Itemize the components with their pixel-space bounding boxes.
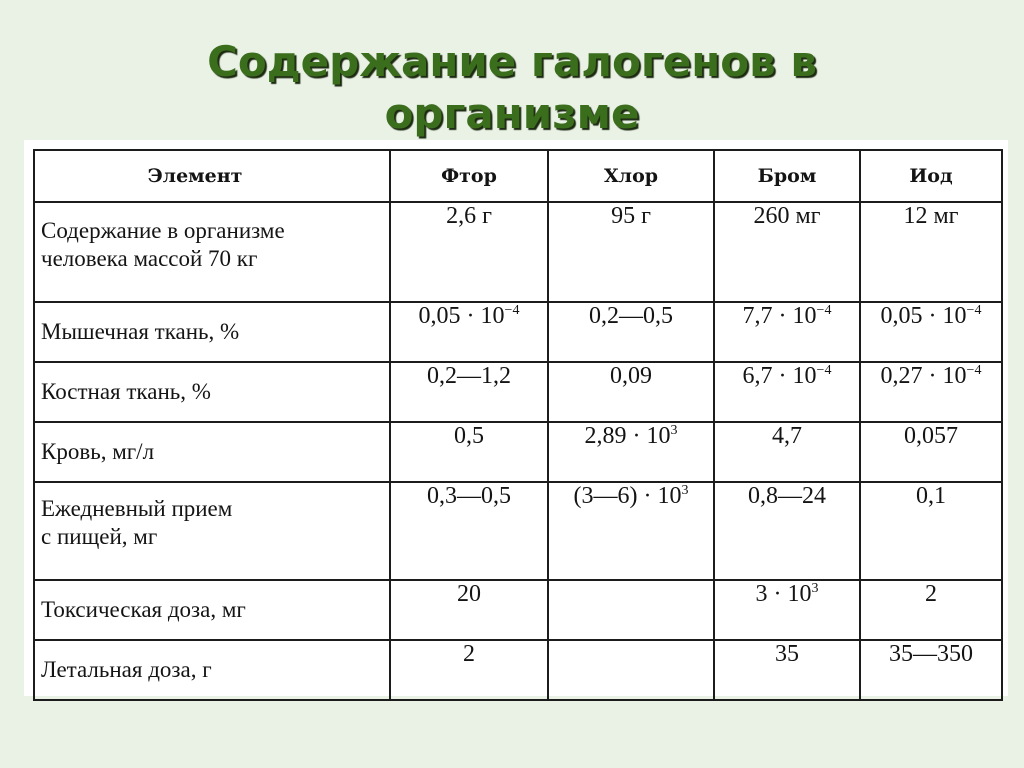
cell-iodine: 35—350 bbox=[860, 640, 1002, 700]
table-row bbox=[34, 580, 1002, 640]
row-label: Летальная доза, г bbox=[34, 640, 390, 700]
cell-bromine: 4,7 bbox=[714, 422, 860, 482]
cell-base: 7,7 · 10 bbox=[742, 303, 817, 329]
cell-fluorine: 2 bbox=[390, 640, 548, 700]
cell-bromine bbox=[714, 362, 860, 422]
cell-fluorine: 2,6 г bbox=[390, 202, 548, 302]
cell-iodine: 2 bbox=[860, 580, 1002, 640]
header-element: Элемент bbox=[34, 150, 390, 202]
table-row bbox=[34, 202, 1002, 302]
row-label-line: с пищей, мг bbox=[41, 524, 158, 549]
cell-fluorine: 0,3—0,5 bbox=[390, 482, 548, 580]
cell-fluorine: 20 bbox=[390, 580, 548, 640]
row-label bbox=[34, 482, 390, 580]
table-row bbox=[34, 640, 1002, 700]
cell-bromine: 260 мг bbox=[714, 202, 860, 302]
cell-base: 0,27 · 10 bbox=[880, 363, 967, 389]
row-label-line: Содержание в организме bbox=[41, 218, 285, 243]
header-chlorine: Хлор bbox=[548, 150, 714, 202]
title-line-2: организме bbox=[384, 89, 640, 138]
page-title bbox=[0, 36, 1024, 140]
title-line-1: Содержание галогенов в bbox=[207, 37, 817, 86]
row-label-line: Ежедневный прием bbox=[41, 496, 233, 521]
cell-base: (3—6) · 10 bbox=[573, 483, 682, 509]
cell-exponent: −4 bbox=[504, 303, 520, 318]
table-row bbox=[34, 422, 1002, 482]
cell-bromine bbox=[714, 580, 860, 640]
cell-base: 2,89 · 10 bbox=[584, 423, 671, 449]
row-label bbox=[34, 202, 390, 302]
cell-chlorine: 0,09 bbox=[548, 362, 714, 422]
cell-chlorine bbox=[548, 482, 714, 580]
halogens-table bbox=[33, 149, 1003, 701]
cell-exponent: −4 bbox=[966, 303, 982, 318]
cell-base: 0,05 · 10 bbox=[880, 303, 967, 329]
row-label: Костная ткань, % bbox=[34, 362, 390, 422]
cell-base: 0,05 · 10 bbox=[418, 303, 505, 329]
cell-iodine bbox=[860, 362, 1002, 422]
cell-iodine: 0,1 bbox=[860, 482, 1002, 580]
header-bromine: Бром bbox=[714, 150, 860, 202]
table-container bbox=[24, 140, 1008, 696]
cell-exponent: −4 bbox=[816, 303, 832, 318]
cell-base: 6,7 · 10 bbox=[742, 363, 817, 389]
cell-bromine: 35 bbox=[714, 640, 860, 700]
row-label: Мышечная ткань, % bbox=[34, 302, 390, 362]
cell-bromine bbox=[714, 302, 860, 362]
cell-fluorine bbox=[390, 302, 548, 362]
table-header-row bbox=[34, 150, 1002, 202]
cell-exponent: 3 bbox=[811, 581, 819, 596]
cell-chlorine bbox=[548, 640, 714, 700]
header-iodine: Иод bbox=[860, 150, 1002, 202]
cell-fluorine: 0,5 bbox=[390, 422, 548, 482]
cell-iodine: 12 мг bbox=[860, 202, 1002, 302]
table-row bbox=[34, 302, 1002, 362]
cell-exponent: −4 bbox=[816, 363, 832, 378]
cell-base: 3 · 10 bbox=[755, 581, 812, 607]
cell-bromine: 0,8—24 bbox=[714, 482, 860, 580]
row-label: Токсическая доза, мг bbox=[34, 580, 390, 640]
cell-exponent: −4 bbox=[966, 363, 982, 378]
cell-chlorine bbox=[548, 580, 714, 640]
cell-chlorine: 0,2—0,5 bbox=[548, 302, 714, 362]
row-label-line: человека массой 70 кг bbox=[41, 246, 258, 271]
cell-iodine: 0,057 bbox=[860, 422, 1002, 482]
header-fluorine: Фтор bbox=[390, 150, 548, 202]
cell-exponent: 3 bbox=[681, 483, 689, 498]
cell-iodine bbox=[860, 302, 1002, 362]
cell-fluorine: 0,2—1,2 bbox=[390, 362, 548, 422]
table-row bbox=[34, 362, 1002, 422]
cell-chlorine bbox=[548, 422, 714, 482]
row-label: Кровь, мг/л bbox=[34, 422, 390, 482]
cell-chlorine: 95 г bbox=[548, 202, 714, 302]
cell-exponent: 3 bbox=[670, 423, 678, 438]
table-row bbox=[34, 482, 1002, 580]
